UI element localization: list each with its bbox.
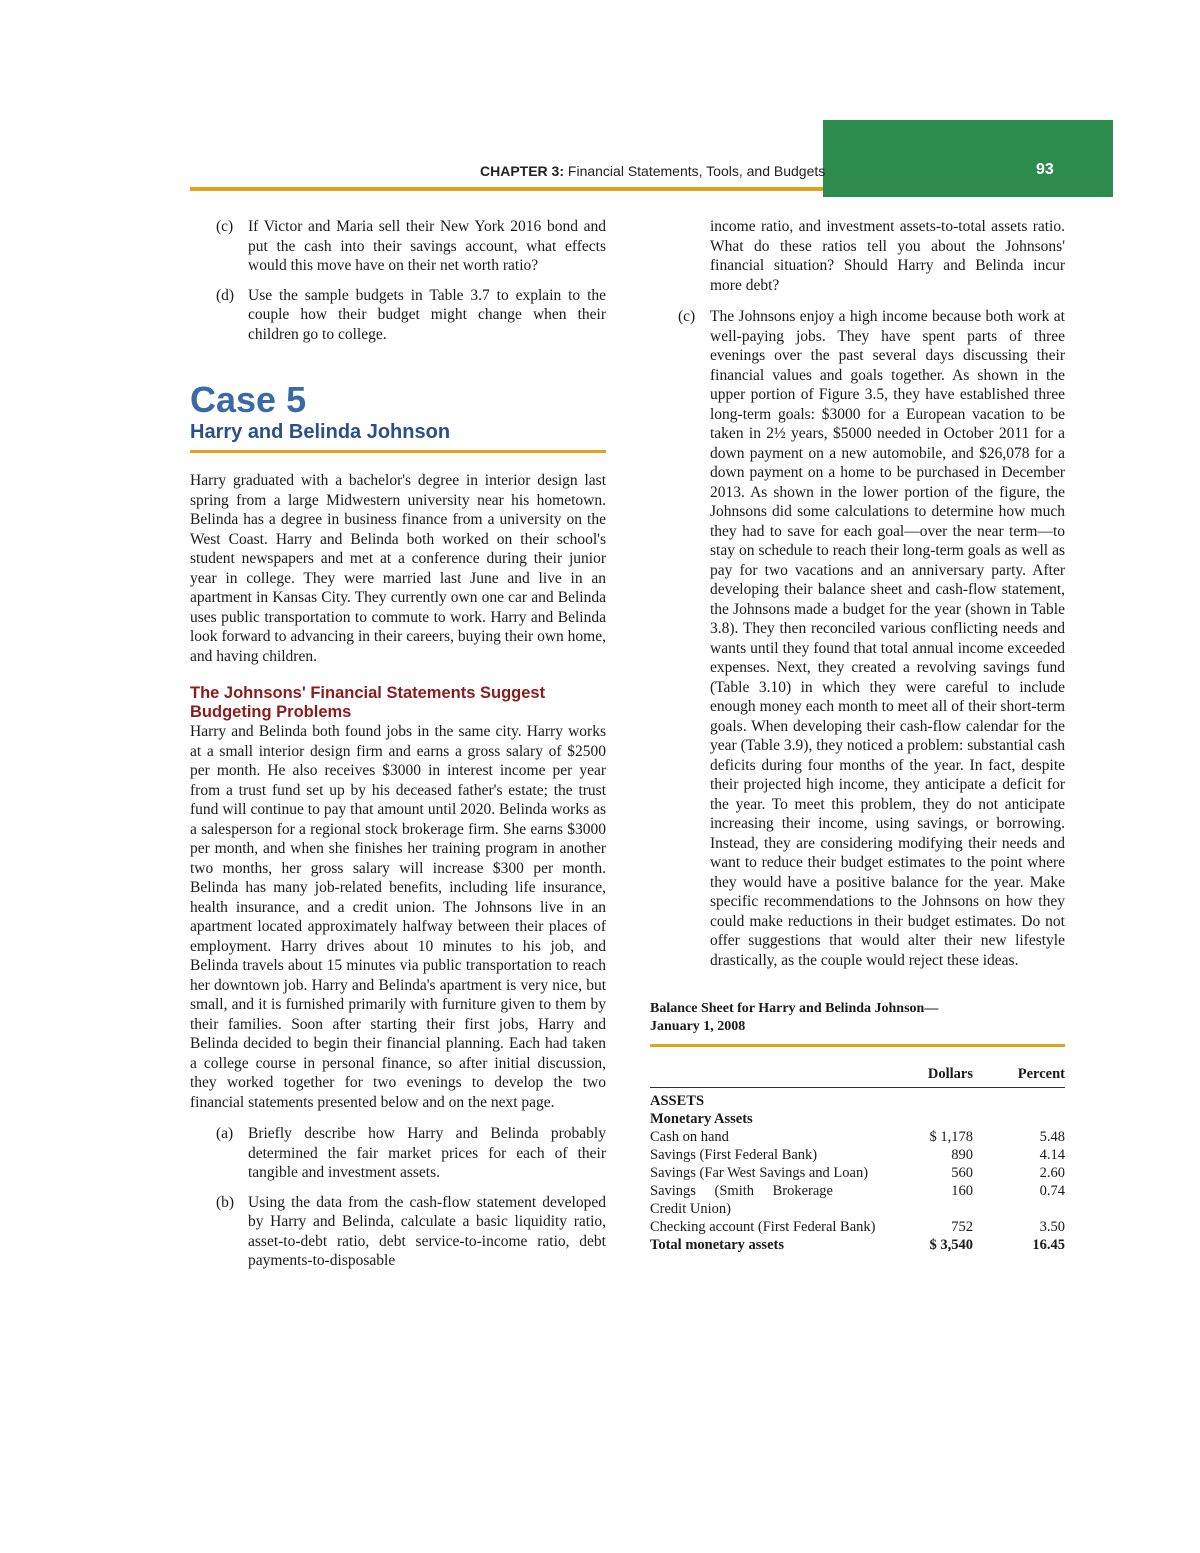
assets-label: ASSETS bbox=[650, 1093, 705, 1109]
row-percent: 4.14 bbox=[1039, 1147, 1065, 1163]
question-item bbox=[190, 217, 606, 276]
row-dollars: 890 bbox=[951, 1147, 973, 1163]
table-header-blank bbox=[650, 1065, 893, 1088]
question-text: Briefly describe how Harry and Belinda probably determined the fair market prices for each of their tangible and investment assets. bbox=[248, 1125, 606, 1181]
row-name: Savings (Smith Brokerage Credit Union) bbox=[650, 1183, 833, 1217]
col-percent: Percent bbox=[973, 1065, 1065, 1088]
row-dollars: 560 bbox=[951, 1165, 973, 1181]
balance-sheet-rule bbox=[650, 1044, 1065, 1047]
table-row bbox=[650, 1164, 1065, 1182]
running-header bbox=[480, 163, 825, 179]
page-number: 93 bbox=[1036, 161, 1054, 178]
case-rule bbox=[190, 450, 606, 453]
question-text: Use the sample budgets in Table 3.7 to explain to the couple how their budget might change when their children go to college. bbox=[248, 286, 606, 343]
question-text: Using the data from the cash-flow statement developed by Harry and Belinda, calculate a basic liquidity ratio, asset-to-debt ratio, debt service-to-income ratio, debt payments-to-disposable bbox=[248, 1193, 606, 1269]
header-rule bbox=[190, 187, 823, 191]
total-dollars: $ 3,540 bbox=[929, 1237, 973, 1253]
question-item bbox=[190, 1124, 606, 1183]
row-name: Cash on hand bbox=[650, 1129, 729, 1145]
row-dollars: $ 1,178 bbox=[929, 1129, 973, 1145]
balance-sheet-title-line: Balance Sheet for Harry and Belinda Johnson— bbox=[650, 1001, 939, 1016]
question-text: If Victor and Maria sell their New York 2016 bond and put the cash into their savings account, what effects would this move have on their net worth ratio? bbox=[248, 218, 606, 274]
row-percent: 3.50 bbox=[1039, 1219, 1065, 1235]
balance-sheet-table bbox=[650, 1065, 1065, 1254]
question-b-continued: income ratio, and investment assets-to-total assets ratio. What do these ratios tell you about the Johnsons' financial situation? Should Harry and Belinda incur more debt? bbox=[710, 218, 1065, 294]
question-label: (a) bbox=[216, 1125, 234, 1142]
monetary-assets-label: Monetary Assets bbox=[650, 1111, 753, 1127]
row-dollars: 752 bbox=[951, 1219, 973, 1235]
question-item bbox=[190, 1193, 606, 1271]
table-total-row bbox=[650, 1236, 1065, 1254]
question-label: (d) bbox=[216, 286, 235, 304]
chapter-label: CHAPTER 3: bbox=[480, 163, 565, 179]
col-dollars: Dollars bbox=[893, 1065, 973, 1088]
row-percent: 0.74 bbox=[1039, 1183, 1065, 1199]
row-dollars: 160 bbox=[951, 1183, 973, 1199]
question-label: (c) bbox=[216, 218, 234, 235]
question-item bbox=[650, 307, 1065, 970]
row-percent: 2.60 bbox=[1039, 1165, 1065, 1181]
total-percent: 16.45 bbox=[1032, 1237, 1065, 1253]
balance-sheet-title-line: January 1, 2008 bbox=[650, 1019, 746, 1034]
table-row bbox=[650, 1128, 1065, 1146]
row-name: Savings (First Federal Bank) bbox=[650, 1147, 818, 1163]
row-name: Savings (Far West Savings and Loan) bbox=[650, 1165, 869, 1181]
case-intro: Harry graduated with a bachelor's degree in interior design last spring from a large Midwestern university near his hometown. Belinda has a degree in business finance from a university on the West Coast. Harry and Belinda both worked on their school's student newspapers and met at a conference during their junior year in college. They were married last June and live in an apartment in Kansas City. They currently own one car and Belinda uses public transportation to commute to work. Harry and Belinda look forward to advancing in their careers, buying their own home, and having children. bbox=[190, 472, 606, 665]
question-label: (c) bbox=[678, 308, 696, 325]
left-column bbox=[190, 217, 606, 1281]
table-header-row bbox=[650, 1065, 1065, 1088]
page-number-tab bbox=[823, 120, 1113, 197]
row-percent: 5.48 bbox=[1039, 1129, 1065, 1145]
case-title: Case 5 bbox=[190, 379, 307, 420]
row-name: Checking account (First Federal Bank) bbox=[650, 1219, 876, 1235]
table-row bbox=[650, 1146, 1065, 1164]
case-subtitle: Harry and Belinda Johnson bbox=[190, 421, 451, 443]
question-text: The Johnsons enjoy a high income because both work at well-paying jobs. They have spent parts of three evenings over the past several days discussing their financial values and goals together. As shown in the upper portion of Figure 3.5, they have established three long-term goals: $3000 for a European vacation to be taken in 2½ years, $5000 needed in October 2011 for a down payment on a new automobile, and $26,078 for a down payment on a home to be purchased in December 2013. As shown in the lower portion of the figure, the Johnsons did some calculations to determine how much they had to save for each goal—over the near term—to stay on schedule to reach their long-term goals as well as pay for two vacations and an anniversary party. After developing their balance sheet and cash-flow statement, the Johnsons made a budget for the year (shown in Table 3.8). They then reconciled various conflicting needs and wants until they found that total annual income exceeded expenses. Next, they created a revolving savings fund (Table 3.10) in which they were careful to include enough money each month to meet all of their short-term goals. When developing their cash-flow calendar for the year (Table 3.9), they noticed a problem: substantial cash deficits during four months of the year. In fact, despite their projected high income, they anticipate a deficit for the year. To meet this problem, they do not anticipate increasing their income, using savings, or borrowing. Instead, they are considering modifying their needs and want to reduce their budget estimates to the point where they would have a positive balance for the year. Make specific recommendations to the Johnsons on how they could make reductions in their budget estimates. Do not offer suggestions that would alter their new lifestyle drastically, as the couple would reject these ideas. bbox=[710, 308, 1065, 969]
table-row bbox=[650, 1110, 1065, 1128]
question-item bbox=[190, 286, 606, 345]
chapter-title: Financial Statements, Tools, and Budgets bbox=[567, 163, 826, 179]
question-label: (b) bbox=[216, 1193, 235, 1211]
table-row bbox=[650, 1182, 1065, 1218]
section-heading: The Johnsons' Financial Statements Suggest Budgeting Problems bbox=[190, 684, 546, 721]
total-name: Total monetary assets bbox=[650, 1237, 784, 1253]
section-body: Harry and Belinda both found jobs in the same city. Harry works at a small interior design firm and earns a gross salary of $2500 per month. He also receives $3000 in interest income per year from a trust fund set up by his deceased father's estate; the trust fund will continue to pay that amount until 2020. Belinda works as a salesperson for a regional stock brokerage firm. She earns $3000 per month, and when she finishes her training program in another two months, her gross salary will increase $300 per month. Belinda has many job-related benefits, including life insurance, health insurance, and a credit union. The Johnsons live in an apartment located approximately halfway between their places of employment. Harry drives about 10 minutes to his job, and Belinda travels about 15 minutes via public transportation to reach her downtown job. Harry and Belinda's apartment is very nice, but small, and it is furnished primarily with furniture given to them by their families. Soon after starting their first jobs, Harry and Belinda decided to begin their financial planning. Each had taken a college course in personal finance, so after initial discussion, they worked together for two evenings to develop the two financial statements presented below and on the next page. bbox=[190, 723, 606, 1111]
table-row bbox=[650, 1218, 1065, 1236]
table-row bbox=[650, 1088, 1065, 1111]
right-column bbox=[650, 217, 1065, 1254]
balance-sheet-title bbox=[650, 1000, 1065, 1036]
